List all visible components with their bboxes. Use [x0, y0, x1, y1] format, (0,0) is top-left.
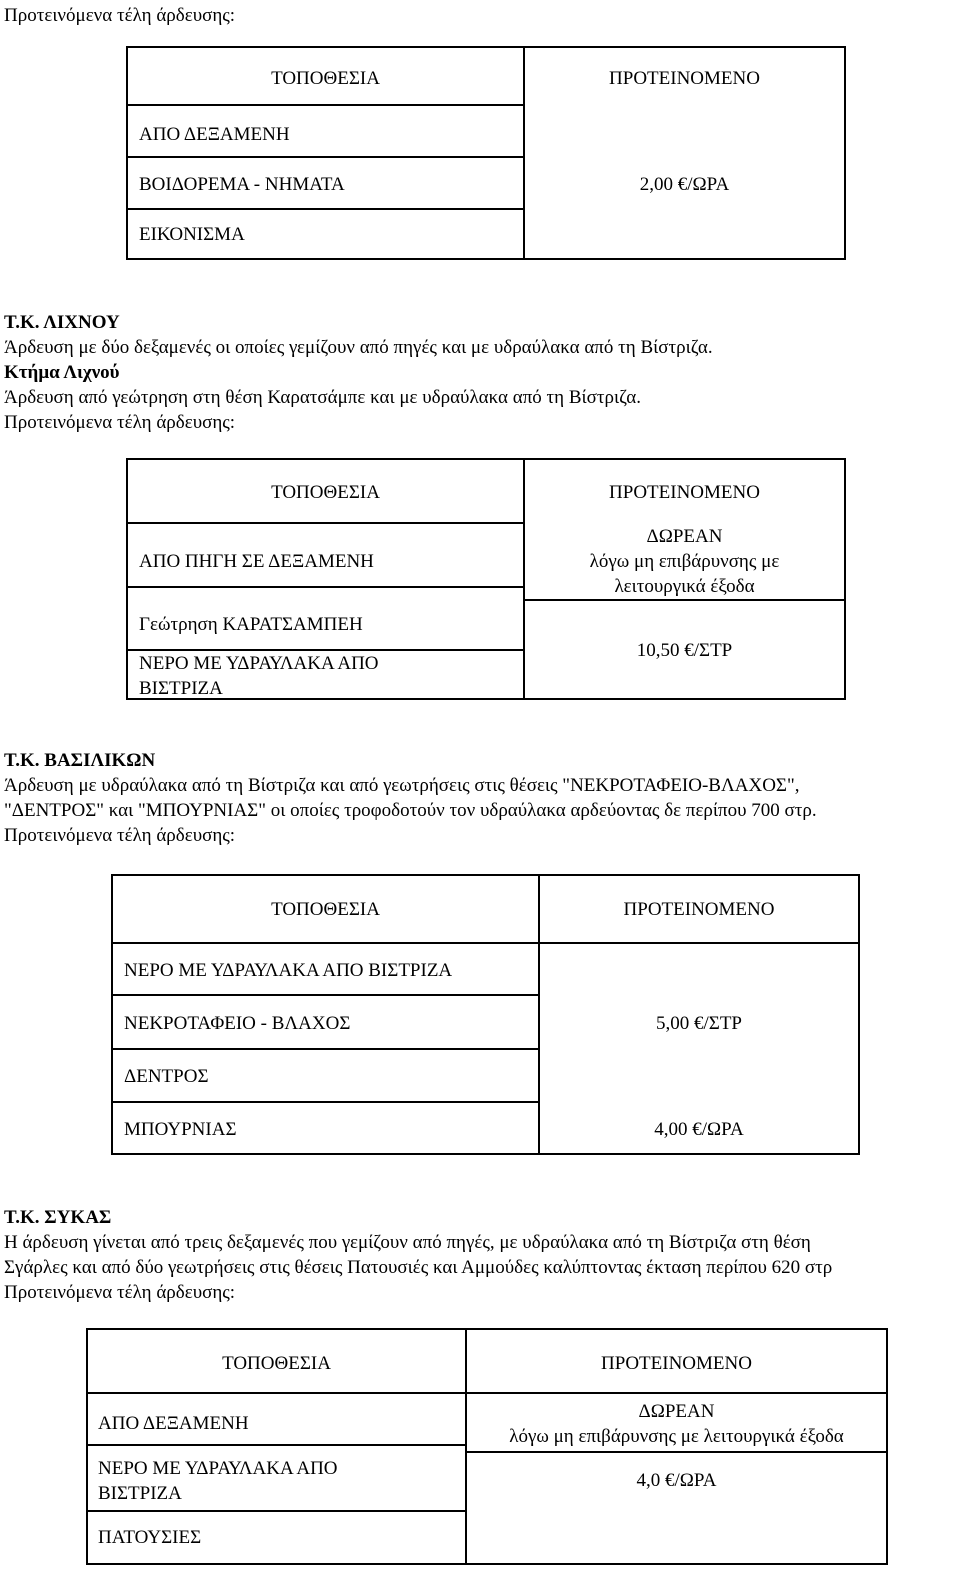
table-row: ΔΕΝΤΡΟΣ [124, 1066, 209, 1087]
free-label: ΔΩΡΕΑΝ [638, 1401, 715, 1422]
section-title-vasilikon: Τ.Κ. ΒΑΣΙΛΙΚΩΝ [4, 750, 156, 771]
section-title-sykas: Τ.Κ. ΣΥΚΑΣ [4, 1207, 112, 1228]
table-row: Γεώτρηση ΚΑΡΑΤΣΑΜΠΕΗ [139, 614, 363, 635]
section-text: Σγάρλες και από δύο γεωτρήσεις στις θέσεις Πατουσιές και Αμμούδες καλύπτοντας έκταση περίπου 620 στρ [4, 1257, 833, 1278]
table-row: ΒΙΣΤΡΙΖΑ [98, 1483, 182, 1504]
col-header-location: ΤΟΠΟΘΕΣΙΑ [271, 899, 380, 920]
col-header-proposed: ΠΡΟΤΕΙΝΟΜΕΝΟ [623, 899, 775, 920]
table-row: ΝΕΡΟ ΜΕ ΥΔΡΑΥΛΑΚΑ ΑΠΟ [98, 1458, 338, 1479]
section-text: Η άρδευση γίνεται από τρεις δεξαμενές που γεμίζουν από πηγές, με υδραύλακα από τη Βίστριζα στη θέση [4, 1232, 811, 1253]
table-row: ΜΠΟΥΡΝΙΑΣ [124, 1119, 237, 1140]
col-header-location: ΤΟΠΟΘΕΣΙΑ [271, 68, 380, 89]
proposed-fees-label: Προτεινόμενα τέλη άρδευσης: [4, 5, 236, 26]
section-text: Άρδευση με υδραύλακα από τη Βίστριζα και από γεωτρήσεις στις θέσεις "ΝΕΚΡΟΤΑΦΕΙΟ-ΒΛΑΧΟΣ", [4, 775, 800, 796]
proposed-fees-label: Προτεινόμενα τέλη άρδευσης: [4, 1282, 236, 1303]
col-header-proposed: ΠΡΟΤΕΙΝΟΜΕΝΟ [609, 68, 760, 89]
price-value: 5,00 €/ΣΤΡ [655, 1013, 742, 1034]
section-text: "ΔΕΝΤΡΟΣ" και "ΜΠΟΥΡΝΙΑΣ" οι οποίες τροφοδοτούν τον υδραύλακα αρδεύοντας δε περίπου 700 στρ. [4, 800, 817, 821]
price-value: 4,00 €/ΩΡΑ [654, 1119, 744, 1140]
proposed-fees-label: Προτεινόμενα τέλη άρδευσης: [4, 412, 236, 433]
col-header-location: ΤΟΠΟΘΕΣΙΑ [222, 1353, 331, 1374]
subsection-title: Κτήμα Λιχνού [4, 362, 120, 383]
free-reason: λειτουργικά έξοδα [614, 576, 755, 597]
table-row: ΒΟΙΔΟΡΕΜΑ - ΝΗΜΑΤΑ [139, 174, 345, 195]
table-row: ΝΕΡΟ ΜΕ ΥΔΡΑΥΛΑΚΑ ΑΠΟ ΒΙΣΤΡΙΖΑ [124, 960, 453, 981]
section-text: Άρδευση από γεώτρηση στη θέση Καρατσάμπε και με υδραύλακα από τη Βίστριζα. [4, 387, 642, 408]
table-row: ΒΙΣΤΡΙΖΑ [139, 678, 223, 699]
price-value: 4,0 €/ΩΡΑ [636, 1470, 717, 1491]
free-reason: λόγω μη επιβάρυνσης με λειτουργικά έξοδα [509, 1426, 844, 1447]
proposed-fees-label: Προτεινόμενα τέλη άρδευσης: [4, 825, 236, 846]
fees-table-4 [86, 1328, 888, 1565]
price-value: 2,00 €/ΩΡΑ [639, 174, 730, 195]
table-row: ΕΙΚΟΝΙΣΜΑ [139, 224, 245, 245]
table-row: ΝΕΚΡΟΤΑΦΕΙΟ - ΒΛΑΧΟΣ [124, 1013, 351, 1034]
table-row: ΑΠΟ ΔΕΞΑΜΕΝΗ [139, 124, 290, 145]
fees-table-1 [126, 46, 846, 260]
table-row: ΠΑΤΟΥΣΙΕΣ [98, 1527, 202, 1548]
free-label: ΔΩΡΕΑΝ [646, 526, 723, 547]
table-row: ΑΠΟ ΠΗΓΗ ΣΕ ΔΕΞΑΜΕΝΗ [139, 551, 374, 572]
col-header-location: ΤΟΠΟΘΕΣΙΑ [271, 482, 380, 503]
section-text: Άρδευση με δύο δεξαμενές οι οποίες γεμίζουν από πηγές και με υδραύλακα από τη Βίστριζα. [4, 337, 713, 358]
price-value: 10,50 €/ΣΤΡ [636, 640, 733, 661]
table-row: ΝΕΡΟ ΜΕ ΥΔΡΑΥΛΑΚΑ ΑΠΟ [139, 653, 379, 674]
fees-table-3 [111, 874, 860, 1155]
fees-table-2 [126, 458, 846, 700]
col-header-proposed: ΠΡΟΤΕΙΝΟΜΕΝΟ [601, 1353, 752, 1374]
col-header-proposed: ΠΡΟΤΕΙΝΟΜΕΝΟ [609, 482, 760, 503]
free-reason: λόγω μη επιβάρυνσης με [589, 551, 780, 572]
section-title-lichnou: Τ.Κ. ΛΙΧΝΟΥ [4, 312, 120, 333]
table-row: ΑΠΟ ΔΕΞΑΜΕΝΗ [98, 1413, 249, 1434]
